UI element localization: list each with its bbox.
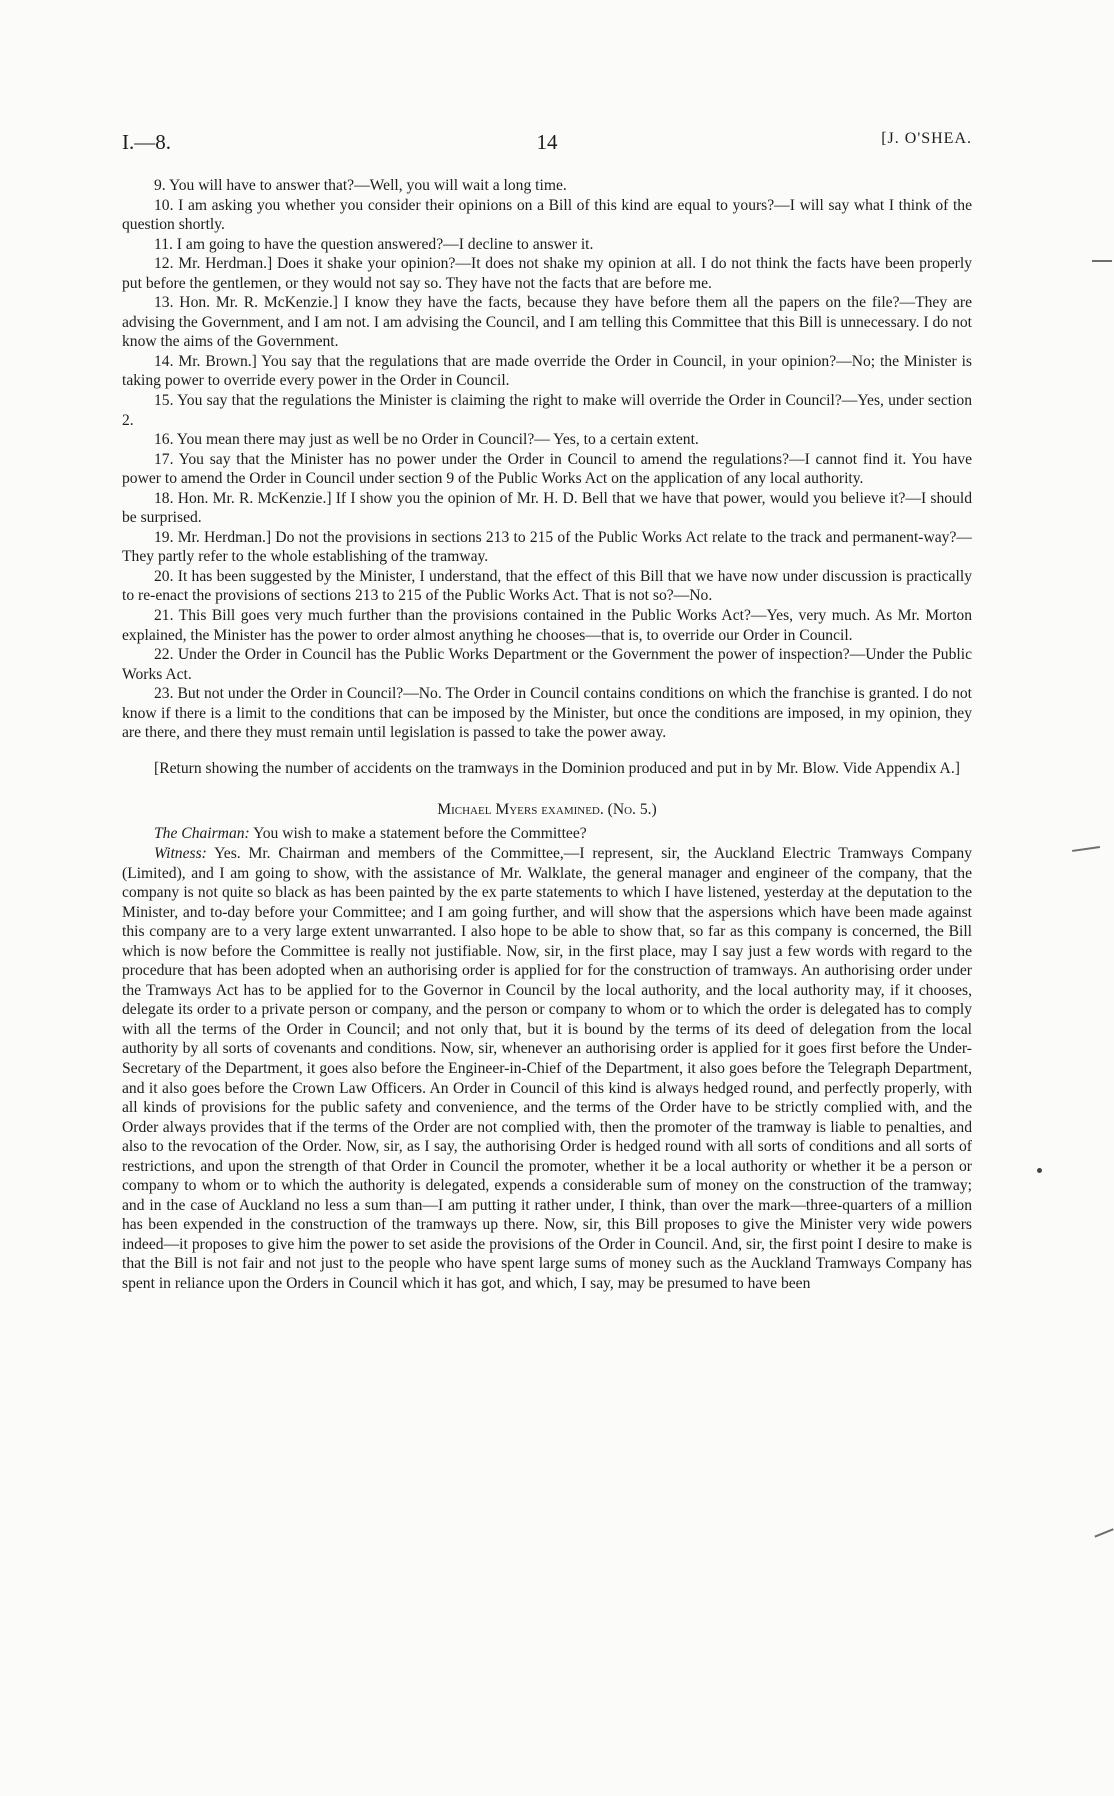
chairman-speaker: The Chairman: bbox=[154, 825, 250, 843]
question-22: 22. Under the Order in Council has the Public Works Department or the Government the power of inspection?—Under the Public Works Act. bbox=[122, 646, 972, 683]
margin-tick-mark bbox=[1092, 260, 1112, 262]
witness-statement bbox=[122, 844, 972, 1294]
return-note: [Return showing the number of accidents on the tramways in the Dominion produced and put in by Mr. Blow. Vide Appendix A.] bbox=[154, 759, 960, 777]
witness-running-head: [J. O'SHEA. bbox=[881, 130, 972, 147]
section-heading: Michael Myers examined. (No. 5.) bbox=[437, 801, 657, 819]
margin-dot bbox=[1037, 1168, 1042, 1173]
question-12: 12. Mr. Herdman.] Does it shake your opinion?—It does not shake my opinion at all. I do not think the facts have been properly put before the gentlemen, or they would not say so. They have not the facts that are before me. bbox=[122, 255, 972, 292]
question-14: 14. Mr. Brown.] You say that the regulations that are made override the Order in Council, in your opinion?—No; the Minister is taking power to override every power in the Order in Council. bbox=[122, 352, 972, 390]
question-21: 21. This Bill goes very much further than the provisions contained in the Public Works Act?—Yes, very much. As Mr. Morton explained, the Minister has the power to order almost anything he chooses—that is, to override our Order in Council. bbox=[122, 607, 972, 644]
margin-tick-mark bbox=[1072, 846, 1100, 851]
question-17: 17. You say that the Minister has no power under the Order in Council to amend the regulations?—I cannot find it. You have power to amend the Order in Council under section 9 of the Public Works Act on the application of any local authority. bbox=[122, 450, 972, 488]
paper-reference: I.—8. bbox=[122, 130, 171, 154]
question-9: 9. You will have to answer that?—Well, you will wait a long time. bbox=[154, 177, 567, 194]
question-11: 11. I am going to have the question answered?—I decline to answer it. bbox=[154, 235, 594, 253]
question-19: 19. Mr. Herdman.] Do not the provisions in sections 213 to 215 of the Public Works Act relate to the track and permanent-way?—They partly refer to the whole establishing of the tramway. bbox=[122, 528, 972, 566]
question-13: 13. Hon. Mr. R. McKenzie.] I know they have the facts, because they have before them all the papers on the file?—They are advising the Government, and I am not. I am advising the Council, and I am telling this Committee that this Bill is unnecessary. I do not know the aims of the Government. bbox=[122, 294, 972, 351]
question-20: 20. It has been suggested by the Minister, I understand, that the effect of this Bill that we have now under discussion is practically to re-enact the provisions of sections 213 to 215 of the Public Works Act. That is not so?—No. bbox=[122, 567, 972, 605]
margin-tick-mark bbox=[1094, 1528, 1113, 1537]
chairman-question-text: You wish to make a statement before the Committee? bbox=[253, 825, 587, 843]
witness-speaker: Witness: bbox=[154, 844, 207, 862]
question-18: 18. Hon. Mr. R. McKenzie.] If I show you the opinion of Mr. H. D. Bell that we have that power, would you believe it?—I should be surprised. bbox=[122, 489, 972, 527]
chairman-question bbox=[122, 824, 972, 844]
question-15: 15. You say that the regulations the Minister is claiming the right to make will override the Order in Council?—Yes, under section 2. bbox=[122, 392, 972, 429]
question-10: 10. I am asking you whether you consider their opinions on a Bill of this kind are equal to yours?—I will say what I think of the question shortly. bbox=[122, 196, 972, 234]
question-23: 23. But not under the Order in Council?—No. The Order in Council contains conditions on which the franchise is granted. I do not know if there is a limit to the conditions that can be imposed by the Minister, but once the conditions are imposed, in my opinion, they are there, and there they must remain until legislation is passed to take the power away. bbox=[122, 685, 972, 742]
witness-statement-text: Yes. Mr. Chairman and members of the Committee,—I represent, sir, the Auckland Electric Tramways Company (Limited), and I am going to show, with the assistance of Mr. Walklate, the general manager and engineer of the company, that the company is not quite so black as has been painted by the ex parte statements to which I have listened, yesterday at the deputation to the Minister, and to-day before your Committee; and I am going further, and will show that the aspersions which have been made against this company are to a very large extent unwarranted. I also hope to be able to show that, so far as this company is concerned, the Bill which is now before the Committee is really not justifiable. Now, sir, in the first place, may I say just a few words with regard to the procedure that has been adopted when an authorising order is applied for for the construction of tramways. An authorising order under the Tramways Act has to be applied for to the Governor in Council by the local authority, and the local authority may, if it chooses, delegate its order to a private person or company, and the person or company to whom or to which the order is delegated has to comply with all the terms of the Order in Council; and not only that, but it is bound by the terms of its deed of delegation from the local authority by all sorts of covenants and conditions. Now, sir, whenever an authorising order is applied for it goes first before the Under-Secretary of the Department, it goes also before the Engineer-in-Chief of the Department, it also goes before the Telegraph Department, and it also goes before the Crown Law Officers. An Order in Council of this kind is always hedged round, and perfectly properly, with all kinds of provisions for the public safety and convenience, and the terms of the Order have to be strictly complied with, and the Order always provides that if the terms of the Order are not complied with, then the promoter of the tramway is liable to penalties, and also to the revocation of the Order. Now, sir, as I say, the authorising Order is hedged round with all sorts of conditions and all sorts of restrictions, and upon the strength of that Order in Council the promoter, whether it be a local authority or whether it be a person or company to whom or to which the authority is delegated, expends a considerable sum of money on the construction of the tramway; and in the case of Auckland no less a sum than—I am putting it rather under, I think, than over the mark—three-quarters of a million has been expended in the construction of the tramways up there. Now, sir, this Bill proposes to give the Minister very wide powers indeed—it proposes to give him the power to set aside the provisions of the Order in Council. And, sir, the first point I desire to make is that the Bill is not fair and not just to the people who have spent large sums of money such as the Auckland Tramways Company has spent in reliance upon the Orders in Council which it has got, and which, I say, may be presumed to have been bbox=[122, 844, 972, 1292]
page-header bbox=[122, 130, 972, 160]
document-body bbox=[122, 176, 972, 1294]
page-number: 14 bbox=[536, 130, 558, 154]
question-16: 16. You mean there may just as well be no Order in Council?— Yes, to a certain extent. bbox=[154, 431, 699, 449]
